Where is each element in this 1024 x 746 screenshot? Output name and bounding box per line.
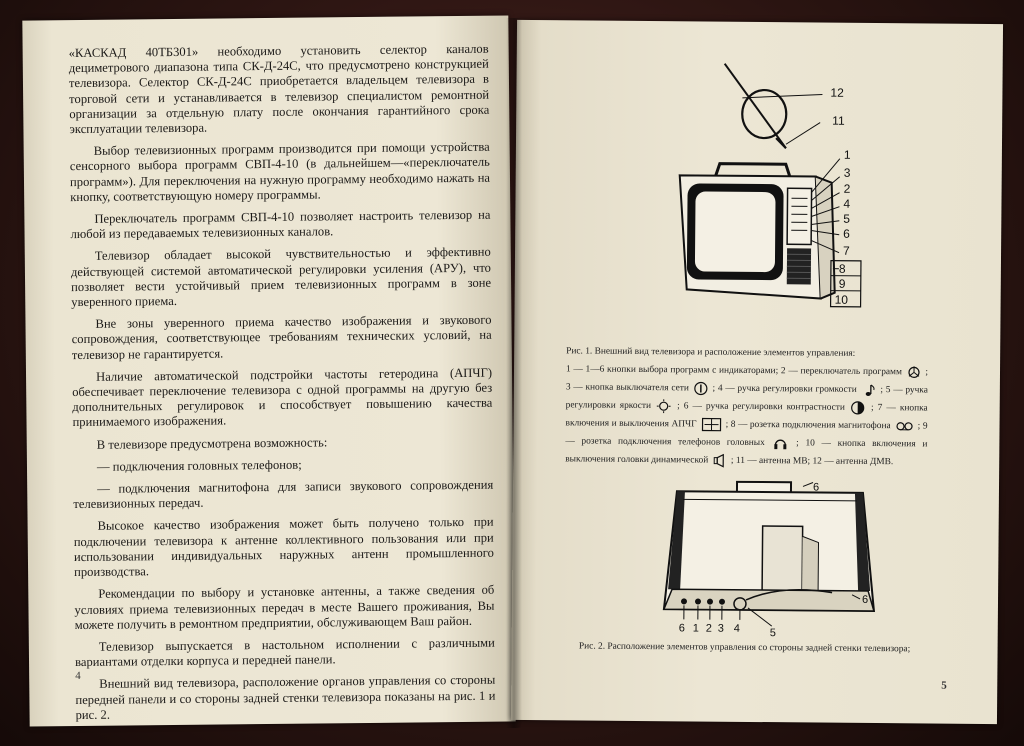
paragraph: Выбор телевизионных программ производится при помощи устройства сенсорного выбора программ СВП-4-10 (в дальнейшем—«переключатель программ»). Для переключения на нужную программу необходимо нажать на кнопку, соответствующую номеру программы. (69, 139, 491, 204)
left-page-text (69, 42, 496, 727)
caption-text: программ (862, 366, 902, 378)
paragraph: — подключения магнитофона для записи звукового сопровождения телевизионных передач. (73, 477, 494, 512)
fig1-label-11: 11 (832, 113, 845, 128)
fig1-label-2: 2 (843, 181, 851, 196)
caption-text: ; 9 — розетка подключения телефонов головных (565, 421, 928, 449)
paragraph: «КАСКАД 40ТБ301» необходимо установить селектор каналов дециметрового диапазона типа СК-Д-24С, что предусмотрено конструкцией телевизора. Селектор СК-Д-24С приобретается владельцем телевизора в торговой сети и устанавливается в телевизор специалистом ремонтной организации за отдельную плату после окончания гарантийного срока эксплуатации телевизора. (68, 41, 490, 137)
speaker-icon (713, 453, 727, 467)
fig2-label-3: 3 (717, 622, 724, 635)
fig1-label-9: 9 (838, 276, 846, 291)
power-icon (694, 381, 708, 395)
paragraph: Телевизор обладает высокой чувствительностью и эффективно действующей системой автоматической регулировки усиления (АРУ), что позволяет вести устойчивый прием телевизионных программ в зоне уверенного приема. (70, 245, 492, 310)
fig2-label-2: 2 (705, 622, 712, 635)
rear-jack-2 (695, 598, 701, 604)
caption-text: ; 7 — кнопка включения и выключения АПЧГ (565, 402, 928, 430)
fig2-label-1: 1 (692, 622, 699, 635)
fig1-label-5: 5 (843, 211, 851, 226)
caption-text: ; 10 — кнопка включения и выключения головки динамической (565, 438, 928, 466)
tape-recorder-icon (895, 419, 913, 433)
headphones-icon (773, 436, 787, 450)
figure2-caption: Рис. 2. Расположение элементов управления со стороны задней стенки телевизора; (578, 641, 911, 655)
fig1-label-3: 3 (843, 165, 851, 180)
paragraph: — подключения головных телефонов; (96, 457, 302, 474)
fig1-label-12: 12 (830, 85, 844, 100)
fig2-label-6-bottom: 6 (678, 622, 685, 635)
caption-text: ; 4 — ручка регулировки громкости (712, 383, 857, 395)
figure1-caption (565, 342, 928, 471)
caption-title: Рис. 1. Внешний вид телевизора и расположение элементов управления: (566, 346, 856, 359)
paragraph: Внешний вид телевизора, расположение органов управления со стороны передней панели и со стороны задней стенки телевизора показаны на рис. 1 и рис. 2. (75, 672, 496, 722)
paragraph: Высокое качество изображения может быть получено только при подключении телевизора к антенне коллективного пользования или при использовании индивидуальных наружных антенн промышленного производства. (73, 515, 494, 580)
page-number-right: 5 (941, 679, 947, 692)
fig1-label-1: 1 (843, 147, 851, 162)
control-panel (787, 188, 811, 244)
rear-jack-3 (707, 599, 713, 605)
fig1-label-7: 7 (843, 243, 850, 258)
right-page (511, 20, 1003, 724)
volume-note-icon (862, 383, 876, 397)
tv-screen (695, 191, 776, 272)
paragraph: Вне зоны уверенного приема качество изображения и звукового сопровождения, соответствующее требованиям технических условий, на телевизор не гарантируется. (71, 312, 492, 362)
paragraph: Переключатель программ СВП-4-10 позволяет настроить телевизор на любой из передаваемых телевизионных каналов. (70, 207, 491, 242)
caption-text: ; 5 — ручка регулировки яркости (565, 385, 928, 412)
paragraph: Наличие автоматической подстройки частоты гетеродина (АПЧГ) обеспечивает переключение телевизора с одной программы на другую без дополнительных регулировок и способствует повышению качества принимаемого изображения. (72, 365, 493, 430)
fig2-label-5: 5 (769, 627, 776, 640)
caption-text: 1 — 1—6 кнопки выбора программ с индикаторами; 2 — переключатель (565, 364, 861, 377)
caption-text: ; 6 — ручка регулировки контрастности (677, 401, 845, 413)
afc-button-icon (701, 417, 721, 431)
book-spine-shadow (506, 18, 522, 728)
tv-handle (716, 164, 790, 177)
fig2-label-4: 4 (733, 622, 740, 635)
fig1-label-6: 6 (843, 226, 850, 241)
fig1-label-4: 4 (843, 196, 851, 211)
fig2-label-6-right: 6 (861, 593, 869, 606)
paragraph: Телевизор выпускается в настольном исполнении с различными вариантами отделки корпуса и передней панели. (74, 635, 495, 670)
page-number-left: 4 (75, 669, 81, 683)
paragraph: Рекомендации по выбору и установке антенны, а также сведения об условиях приема телевизионных передач в месте Вашего проживания, Вы можете получить в ремонтном предприятии, обслуживающем Ваш район. (74, 582, 495, 632)
contrast-icon (851, 401, 865, 415)
caption-text: ; 11 — антенна МВ; 12 — антенна ДМВ. (730, 455, 894, 468)
brightness-icon (657, 399, 671, 413)
tv-rear-figure (662, 479, 903, 641)
rear-jack-4 (719, 599, 725, 605)
paragraph: В телевизоре предусмотрена возможность: (96, 435, 328, 452)
rear-jack-1 (681, 598, 687, 604)
fig1-label-8: 8 (838, 261, 846, 276)
fig1-label-10: 10 (834, 292, 849, 307)
left-page (22, 15, 515, 726)
caption-text: ; 3 — кнопка выключателя сети (565, 367, 929, 394)
caption-text: ; 8 — розетка подключения магнитофона (725, 419, 891, 432)
tv-front-figure (635, 57, 877, 309)
fig2-label-6-top: 6 (812, 481, 820, 494)
program-switch-icon (907, 365, 921, 379)
